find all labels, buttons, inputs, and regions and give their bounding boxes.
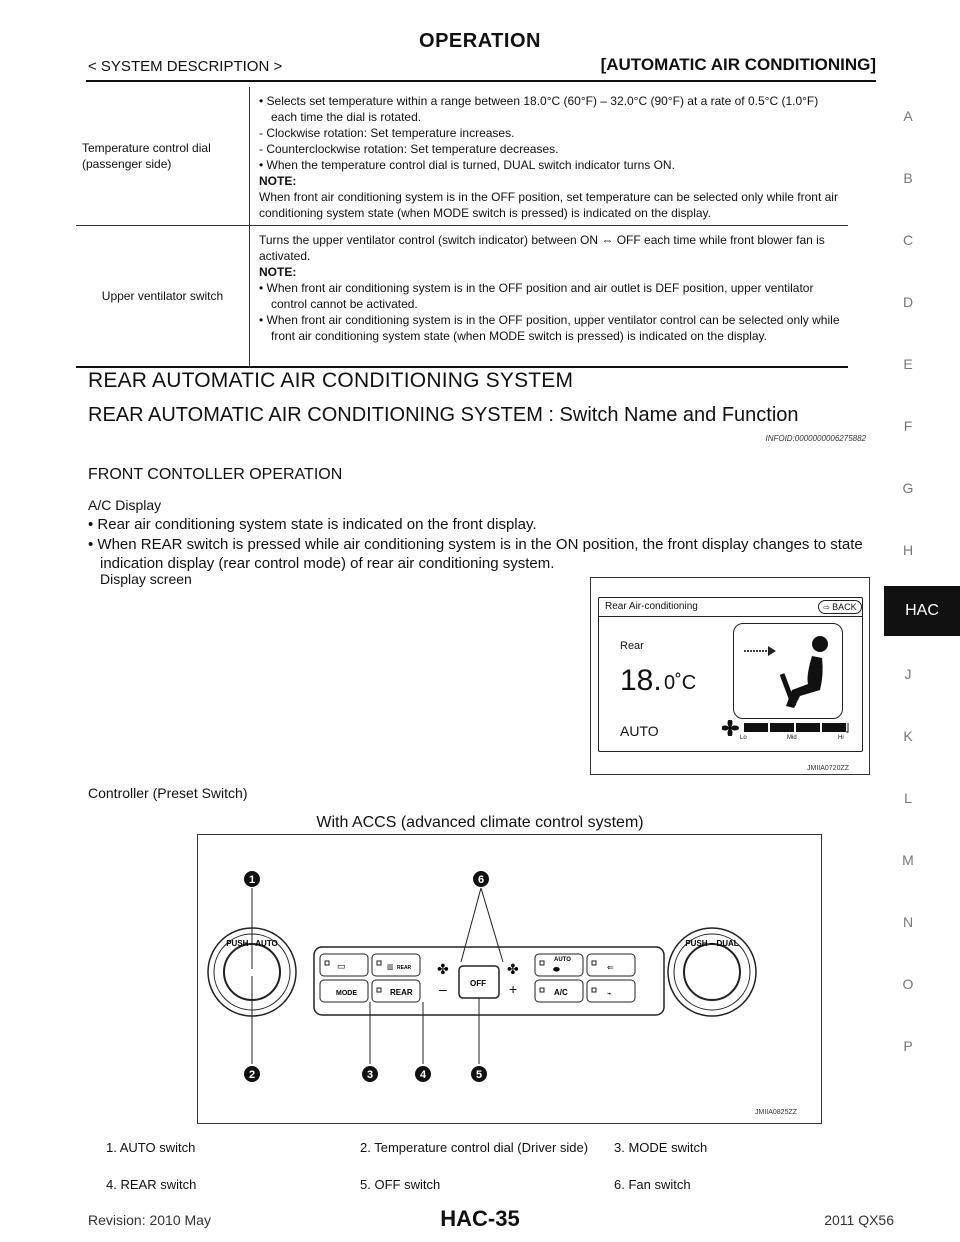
- callout-4: [415, 1066, 431, 1082]
- switch-name-line: Temperature control dial: [82, 141, 211, 155]
- function-line: Turns the upper ventilator control (switch indicator) between ON ⇔ OFF each time while front blower fan is activated.: [259, 233, 825, 263]
- side-tab-hac-active[interactable]: HAC: [884, 586, 960, 636]
- figure-code: JMIIA0825ZZ: [755, 1109, 798, 1116]
- callout-2: [244, 1066, 260, 1082]
- fan-mid-label: Mid: [787, 735, 797, 741]
- seat-airflow-box: [733, 623, 843, 719]
- table-cell-function: [250, 226, 848, 366]
- figure-caption: With ACCS (advanced climate control system): [316, 814, 644, 831]
- operation-heading: FRONT CONTOLLER OPERATION: [88, 466, 343, 483]
- callout-6: [473, 871, 489, 887]
- airflow-arrow-icon: [744, 646, 776, 656]
- svg-text:5: 5: [475, 1069, 483, 1081]
- fan-minus-label: –: [439, 981, 447, 997]
- mode-button-label: MODE: [336, 990, 357, 997]
- function-line: • Selects set temperature within a range between 18.0°C (60°F) – 32.0°C (90°F) at a rate of 0.5°C (1.0°F) each time the dial is rotated.: [259, 94, 819, 124]
- function-line: - Clockwise rotation: Set temperature increases.: [259, 126, 515, 140]
- callout-1: [244, 871, 260, 887]
- side-tab-b[interactable]: B: [903, 170, 913, 186]
- fresh-air-icon: ⇐: [607, 963, 614, 972]
- display-screen-label: Display screen: [100, 571, 192, 587]
- info-id: INFOID:0000000006275882: [765, 434, 866, 443]
- side-tab-j[interactable]: J: [904, 666, 912, 682]
- side-tab-n[interactable]: N: [902, 914, 914, 930]
- legend-item: [614, 1140, 707, 1156]
- side-tab-f[interactable]: F: [903, 418, 913, 434]
- subsection-heading: REAR AUTOMATIC AIR CONDITIONING SYSTEM : Switch Name and Function: [88, 404, 799, 426]
- function-line: - Counterclockwise rotation: Set temperature decreases.: [259, 142, 559, 156]
- fan-plus-label: +: [509, 981, 518, 997]
- display-divider: [598, 616, 863, 617]
- table-cell-switch-name: [76, 87, 250, 225]
- dial-right-label: PUSH – DUAL: [685, 939, 739, 948]
- table-cell-switch-name: [76, 226, 250, 366]
- side-tab-p[interactable]: P: [903, 1038, 913, 1054]
- upper-vent-icon: ⌁: [607, 989, 612, 998]
- legend-label: OFF switch: [374, 1177, 441, 1192]
- switch-name-line: (passenger side): [82, 157, 172, 171]
- figure-code: JMIIA0720ZZ: [807, 765, 850, 772]
- back-button: [818, 600, 862, 614]
- page-number: HAC-35: [440, 1206, 520, 1231]
- controller-diagram: [197, 834, 822, 1124]
- bullet-text: • Rear air conditioning system state is indicated on the front display.: [88, 516, 537, 533]
- legend-item: [106, 1177, 196, 1193]
- note-line: • When front air conditioning system is in the OFF position and air outlet is DEF position, upper ventilator control cannot be activated.: [259, 281, 814, 311]
- legend-label: MODE switch: [628, 1140, 708, 1155]
- display-auto-label: AUTO: [620, 723, 659, 739]
- svg-text:1: 1: [248, 874, 256, 886]
- defrost-icon: ▭: [337, 961, 346, 971]
- legend-item: [614, 1177, 691, 1193]
- fan-plus-icon: ✤: [507, 961, 519, 977]
- off-button-label: OFF: [470, 979, 486, 988]
- side-tab-c[interactable]: C: [902, 232, 914, 248]
- footer-revision: Revision: 2010 May: [88, 1212, 211, 1228]
- legend-num: 3.: [614, 1140, 625, 1155]
- svg-text:2: 2: [248, 1069, 256, 1081]
- svg-text:4: 4: [419, 1069, 427, 1081]
- fan-minus-icon: ✤: [437, 961, 449, 977]
- svg-text:6: 6: [477, 874, 485, 886]
- table-cell-function: [250, 87, 848, 225]
- section-tag: [AUTOMATIC AIR CONDITIONING]: [600, 55, 876, 74]
- legend-label: Temperature control dial (Driver side): [374, 1140, 589, 1155]
- fan-icon: [722, 720, 739, 736]
- side-tab-e[interactable]: E: [903, 356, 913, 372]
- dial-left-label: PUSH · AUTO: [226, 939, 278, 948]
- legend-num: 1.: [106, 1140, 117, 1155]
- header-divider: [86, 80, 876, 82]
- legend-num: 2.: [360, 1140, 371, 1155]
- controller-label: Controller (Preset Switch): [88, 785, 248, 801]
- legend-num: 4.: [106, 1177, 117, 1192]
- table-row: [76, 226, 848, 368]
- seated-person-icon: [734, 624, 842, 718]
- note-line: • When front air conditioning system is in the OFF position, upper ventilator control can be selected only while front air conditioning system state (when MODE switch is pressed) is indicated on the display.: [259, 313, 840, 343]
- car-recirc-icon: ⬬: [553, 965, 560, 974]
- legend-label: Fan switch: [628, 1177, 691, 1192]
- page-title: OPERATION: [419, 30, 541, 52]
- legend-item: [360, 1177, 440, 1193]
- legend-item: [360, 1140, 595, 1156]
- legend-label: REAR switch: [120, 1177, 197, 1192]
- side-tab-k[interactable]: K: [903, 728, 913, 744]
- side-tab-g[interactable]: G: [902, 480, 914, 496]
- note-label: NOTE:: [259, 174, 297, 188]
- svg-text:3: 3: [366, 1069, 374, 1081]
- legend-num: 5.: [360, 1177, 371, 1192]
- fan-lo-label: Lo: [740, 735, 747, 741]
- side-tab-l[interactable]: L: [904, 790, 912, 806]
- auto-button-label: AUTO: [554, 957, 571, 963]
- rear-button-label: REAR: [390, 988, 413, 997]
- side-tab-m[interactable]: M: [902, 852, 914, 868]
- back-label: BACK: [832, 602, 857, 612]
- section-heading: REAR AUTOMATIC AIR CONDITIONING SYSTEM: [88, 369, 574, 392]
- side-tab-h[interactable]: H: [902, 542, 914, 558]
- rear-defrost-icon: ▥: [387, 964, 394, 971]
- legend-label: AUTO switch: [119, 1140, 196, 1155]
- ac-display-heading: A/C Display: [88, 497, 162, 513]
- bullet-text: • When REAR switch is pressed while air conditioning system is in the ON position, the front display changes to state indication display (rear control mode) of rear air conditioning system.: [88, 536, 863, 572]
- section-label: < SYSTEM DESCRIPTION >: [88, 58, 283, 75]
- switch-function-table: [76, 87, 848, 368]
- back-arrow-icon: ⇨: [823, 602, 831, 612]
- footer-model: 2011 QX56: [824, 1212, 894, 1228]
- fan-speed-bar: [722, 720, 852, 736]
- legend-num: 6.: [614, 1177, 625, 1192]
- switch-name-line: Upper ventilator switch: [101, 289, 224, 303]
- display-temperature: 18.: [620, 664, 662, 697]
- callout-3: [362, 1066, 378, 1082]
- dual-dial-right: [668, 928, 756, 1016]
- side-tab-a[interactable]: A: [903, 108, 913, 124]
- display-temperature-decimal: 0˚C: [664, 672, 697, 694]
- function-line: • When the temperature control dial is turned, DUAL switch indicator turns ON.: [259, 158, 675, 172]
- legend-item: [106, 1140, 195, 1156]
- side-tab-d[interactable]: D: [902, 294, 914, 310]
- display-title: Rear Air-conditioning: [605, 601, 698, 612]
- ac-button-label: A/C: [554, 988, 568, 997]
- note-line: When front air conditioning system is in the OFF position, set temperature can be selected only while front air conditioning system state (when MODE switch is pressed) is indicated on the display.: [259, 190, 838, 220]
- table-row: [76, 87, 848, 226]
- display-rear-label: Rear: [620, 640, 644, 652]
- side-tab-o[interactable]: O: [902, 976, 914, 992]
- note-label: NOTE:: [259, 265, 297, 279]
- rear-top-label: REAR: [397, 965, 412, 971]
- callout-5: [471, 1066, 487, 1082]
- fan-hi-label: Hi: [838, 735, 844, 741]
